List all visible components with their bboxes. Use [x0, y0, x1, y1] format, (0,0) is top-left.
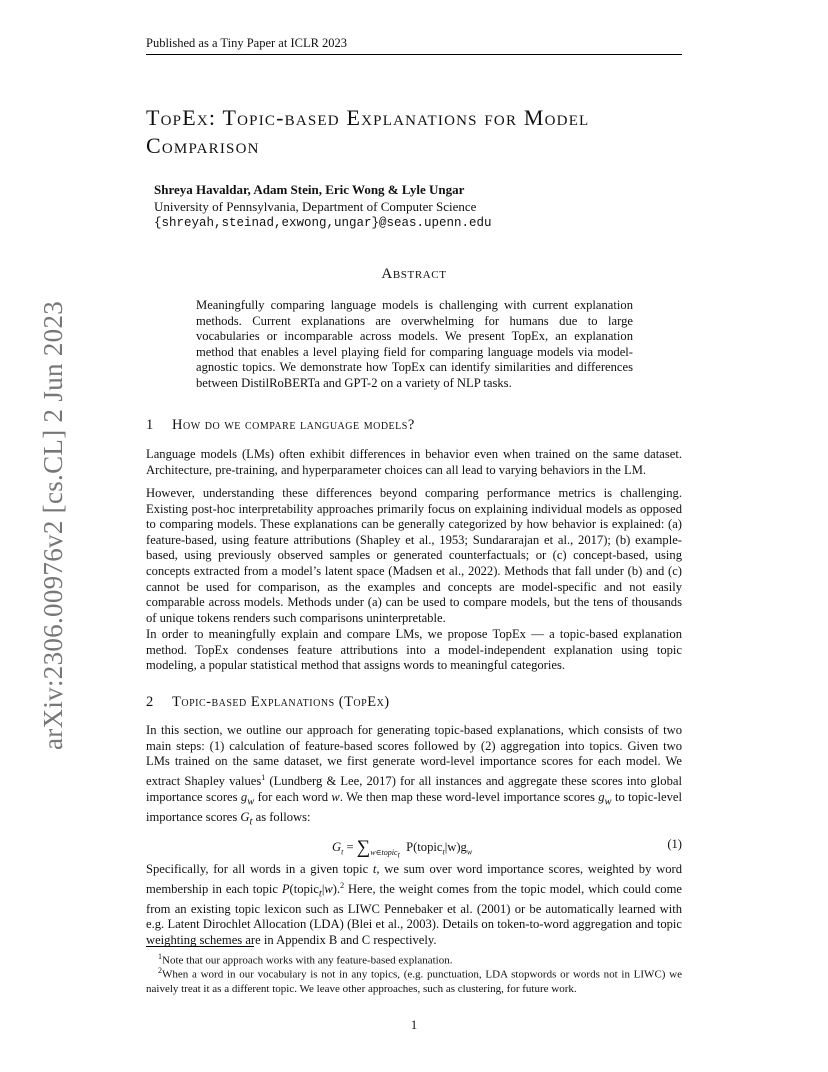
section-1-paragraph-1: Language models (LMs) often exhibit differences in behavior even when trained on the same dataset. Architecture, pre-training, and hyperparameter choices can all lead to varying behaviors in the LM.: [146, 447, 682, 477]
title-line-1: TopEx: Topic-based Explanations for Model: [146, 105, 590, 130]
summation-symbol: ∑: [356, 837, 371, 858]
section-2-title: Topic-based Explanations (TopEx): [172, 694, 390, 710]
header-rule: [146, 54, 682, 55]
section-2-number: 2: [146, 694, 154, 710]
author-emails: {shreyah,steinad,exwong,ungar}@seas.upenn.edu: [154, 216, 492, 230]
section-1-paragraph-3: In order to meaningfully explain and compare LMs, we propose TopEx — a topic-based explanation method. TopEx condenses feature attributions into a model-independent explanation using topic modeling, a popular statistical method that assigns words to meaningful categories.: [146, 627, 682, 673]
footnote-rule: [146, 946, 254, 947]
abstract-text: Meaningfully comparing language models is challenging with current explanation methods. Current explanations are overwhelming for humans due to large vocabularies or incomparable across models. We present TopEx, an explanation method that enables a level playing field for comparing language models via model-agnostic topics. We demonstrate how TopEx can identify similarities and differences between DistilRoBERTa and GPT-2 on a variety of NLP tasks.: [196, 298, 633, 390]
section-1-title: How do we compare language models?: [172, 417, 415, 433]
arxiv-sidebar-stamp: arXiv:2306.00976v2 [cs.CL] 2 Jun 2023: [38, 300, 68, 750]
venue-note: Published as a Tiny Paper at ICLR 2023: [146, 36, 348, 50]
equation-1: [146, 837, 682, 859]
section-1-paragraph-2: However, understanding these differences beyond comparing performance metrics is challenging. Existing post-hoc interpretability approaches primarily focus on explaining individual models as opposed to comparing models. These explanations can be generally categorized by how behavior is explained: (a) feature-based, using feature attributions (Shapley et al., 1953; Sundararajan et al., 2017); (b) example-based, using previously observed samples or generated counterfactuals; or (c) concept-based, using concepts extracted from a model’s latent space (Madsen et al., 2022). Methods that fall under (b) and (c) cannot be used for comparison, as the examples and concepts are model-specific and not easily comparable across models. Methods under (a) can be used to compare models, but the tens of thousands of unique tokens renders such comparisons uninterpretable.: [146, 486, 682, 625]
author-names: Shreya Havaldar, Adam Stein, Eric Wong & Lyle Ungar: [154, 182, 465, 197]
section-1-number: 1: [146, 417, 154, 433]
equation-1-number: (1): [667, 837, 682, 851]
section-2-heading: [146, 694, 686, 711]
affiliation: University of Pennsylvania, Department of Computer Science: [154, 198, 477, 214]
abstract-heading: Abstract: [381, 266, 447, 282]
footnote-ref-1: 1: [261, 772, 266, 782]
page-number: 1: [410, 1018, 418, 1032]
paper-title: [146, 104, 686, 160]
section-2-paragraph-2: Specifically, for all words in a given topic t, we sum over word importance scores, weighted by word membership in each topic P(topic$_t$|w).$^2$ Here, the weight comes from the topic model, which could come from an existing topic lexicon such as LIWC Pennebaker et al. (2001) or be automatically learned with e.g. Latent Dirochlet Allocation (LDA) (Blei et al., 2003). Details on token-to-word aggregation and topic weighting schemes are in Appendix B and C respectively.: [146, 862, 682, 948]
footnote-1: $^1$Note that our approach works with any feature-based explanation.: [158, 952, 453, 967]
title-line-2: Comparison: [146, 133, 260, 158]
footnote-ref-2: 2: [340, 880, 345, 890]
author-block: [154, 182, 492, 232]
section-1-heading: [146, 417, 686, 434]
equation-1-body: $G_t = \sum_{w\in topic_t}$ $P(topic_t|w)g_w$: [332, 837, 473, 860]
section-2-paragraph-1: In this section, we outline our approach for generating topic-based explanations, which consists of two main steps: (1) calculation of feature-based scores followed by (2) aggregation into topics. Given two LMs trained on the same dataset, we first generate word-level importance scores for each model. We extract Shapley values$^1$ (Lundberg & Lee, 2017) for all instances and aggregate these scores into global importance scores $g_w$ for each word w. We then map these word-level importance scores $g_w$ to topic-level importance scores $G_t$ as follows:: [146, 723, 682, 828]
footnote-2: $^2$When a word in our vocabulary is not in any topics, (e.g. punctuation, LDA stopwords or words not in LIWC) we naively treat it as a different topic. We leave other approaches, such as clustering, for future work.: [146, 966, 682, 995]
